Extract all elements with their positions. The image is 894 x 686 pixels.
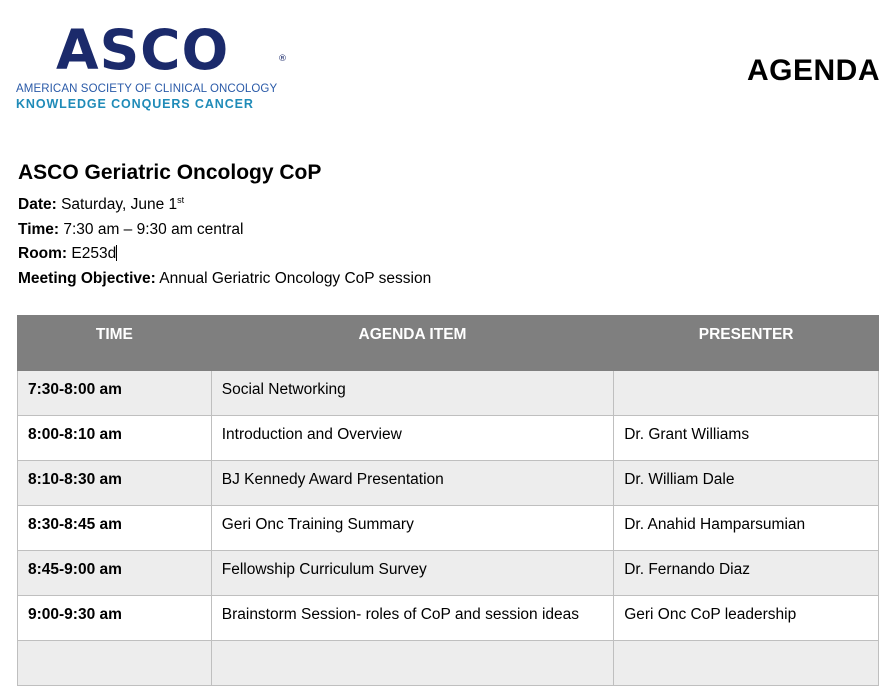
table-row <box>18 461 879 506</box>
text-cursor <box>116 245 117 261</box>
row-time: 8:45-9:00 am <box>18 551 212 596</box>
table-row <box>18 641 879 686</box>
table-row <box>18 416 879 461</box>
row-time: 7:30-8:00 am <box>18 371 212 416</box>
row-presenter: Geri Onc CoP leadership <box>614 596 879 641</box>
row-agenda-item: BJ Kennedy Award Presentation <box>211 461 613 506</box>
logo-wordmark-text: ASCO <box>56 18 230 82</box>
objective-line <box>18 267 431 292</box>
row-presenter: Dr. Grant Williams <box>614 416 879 461</box>
meeting-title: ASCO Geriatric Oncology CoP <box>18 161 322 184</box>
header-presenter: PRESENTER <box>614 316 879 371</box>
row-agenda-item: Brainstorm Session- roles of CoP and session ideas <box>211 596 613 641</box>
row-presenter: Dr. William Dale <box>614 461 879 506</box>
meeting-info <box>18 193 431 292</box>
row-agenda-item: Introduction and Overview <box>211 416 613 461</box>
time-label: Time: <box>18 220 60 238</box>
objective-value: Annual Geriatric Oncology CoP session <box>159 270 432 288</box>
date-line <box>18 193 431 218</box>
table-row <box>18 506 879 551</box>
row-time: 9:00-9:30 am <box>18 596 212 641</box>
room-line <box>18 242 431 267</box>
row-agenda-item: Fellowship Curriculum Survey <box>211 551 613 596</box>
row-agenda-item: Social Networking <box>211 371 613 416</box>
row-presenter: Dr. Anahid Hamparsumian <box>614 506 879 551</box>
row-presenter <box>614 371 879 416</box>
row-presenter: Dr. Fernando Diaz <box>614 551 879 596</box>
logo-tagline-knowledge: KNOWLEDGE CONQUERS CANCER <box>16 97 254 111</box>
date-value: Saturday, June 1 <box>61 196 178 213</box>
table-row <box>18 371 879 416</box>
room-label: Room: <box>18 245 68 263</box>
table-header-row <box>18 316 879 371</box>
row-presenter <box>614 641 879 686</box>
table-row <box>18 596 879 641</box>
room-value[interactable]: E253d <box>71 245 117 263</box>
logo-wordmark <box>56 18 316 82</box>
date-suffix: st <box>177 195 185 205</box>
registered-mark: ® <box>278 54 288 64</box>
header-agenda-item: AGENDA ITEM <box>211 316 613 371</box>
row-time: 8:10-8:30 am <box>18 461 212 506</box>
row-time: 8:00-8:10 am <box>18 416 212 461</box>
row-agenda-item: Geri Onc Training Summary <box>211 506 613 551</box>
header-time: TIME <box>18 316 212 371</box>
logo-tagline-society: AMERICAN SOCIETY OF CLINICAL ONCOLOGY <box>16 83 278 95</box>
time-value: 7:30 am – 9:30 am central <box>63 220 244 238</box>
time-line <box>18 218 431 243</box>
agenda-table <box>17 315 879 686</box>
table-row <box>18 551 879 596</box>
row-time <box>18 641 212 686</box>
asco-logo <box>16 18 288 112</box>
date-label: Date: <box>18 196 57 213</box>
row-agenda-item <box>211 641 613 686</box>
row-time: 8:30-8:45 am <box>18 506 212 551</box>
objective-label: Meeting Objective: <box>18 270 156 288</box>
page-title: AGENDA <box>746 54 880 87</box>
